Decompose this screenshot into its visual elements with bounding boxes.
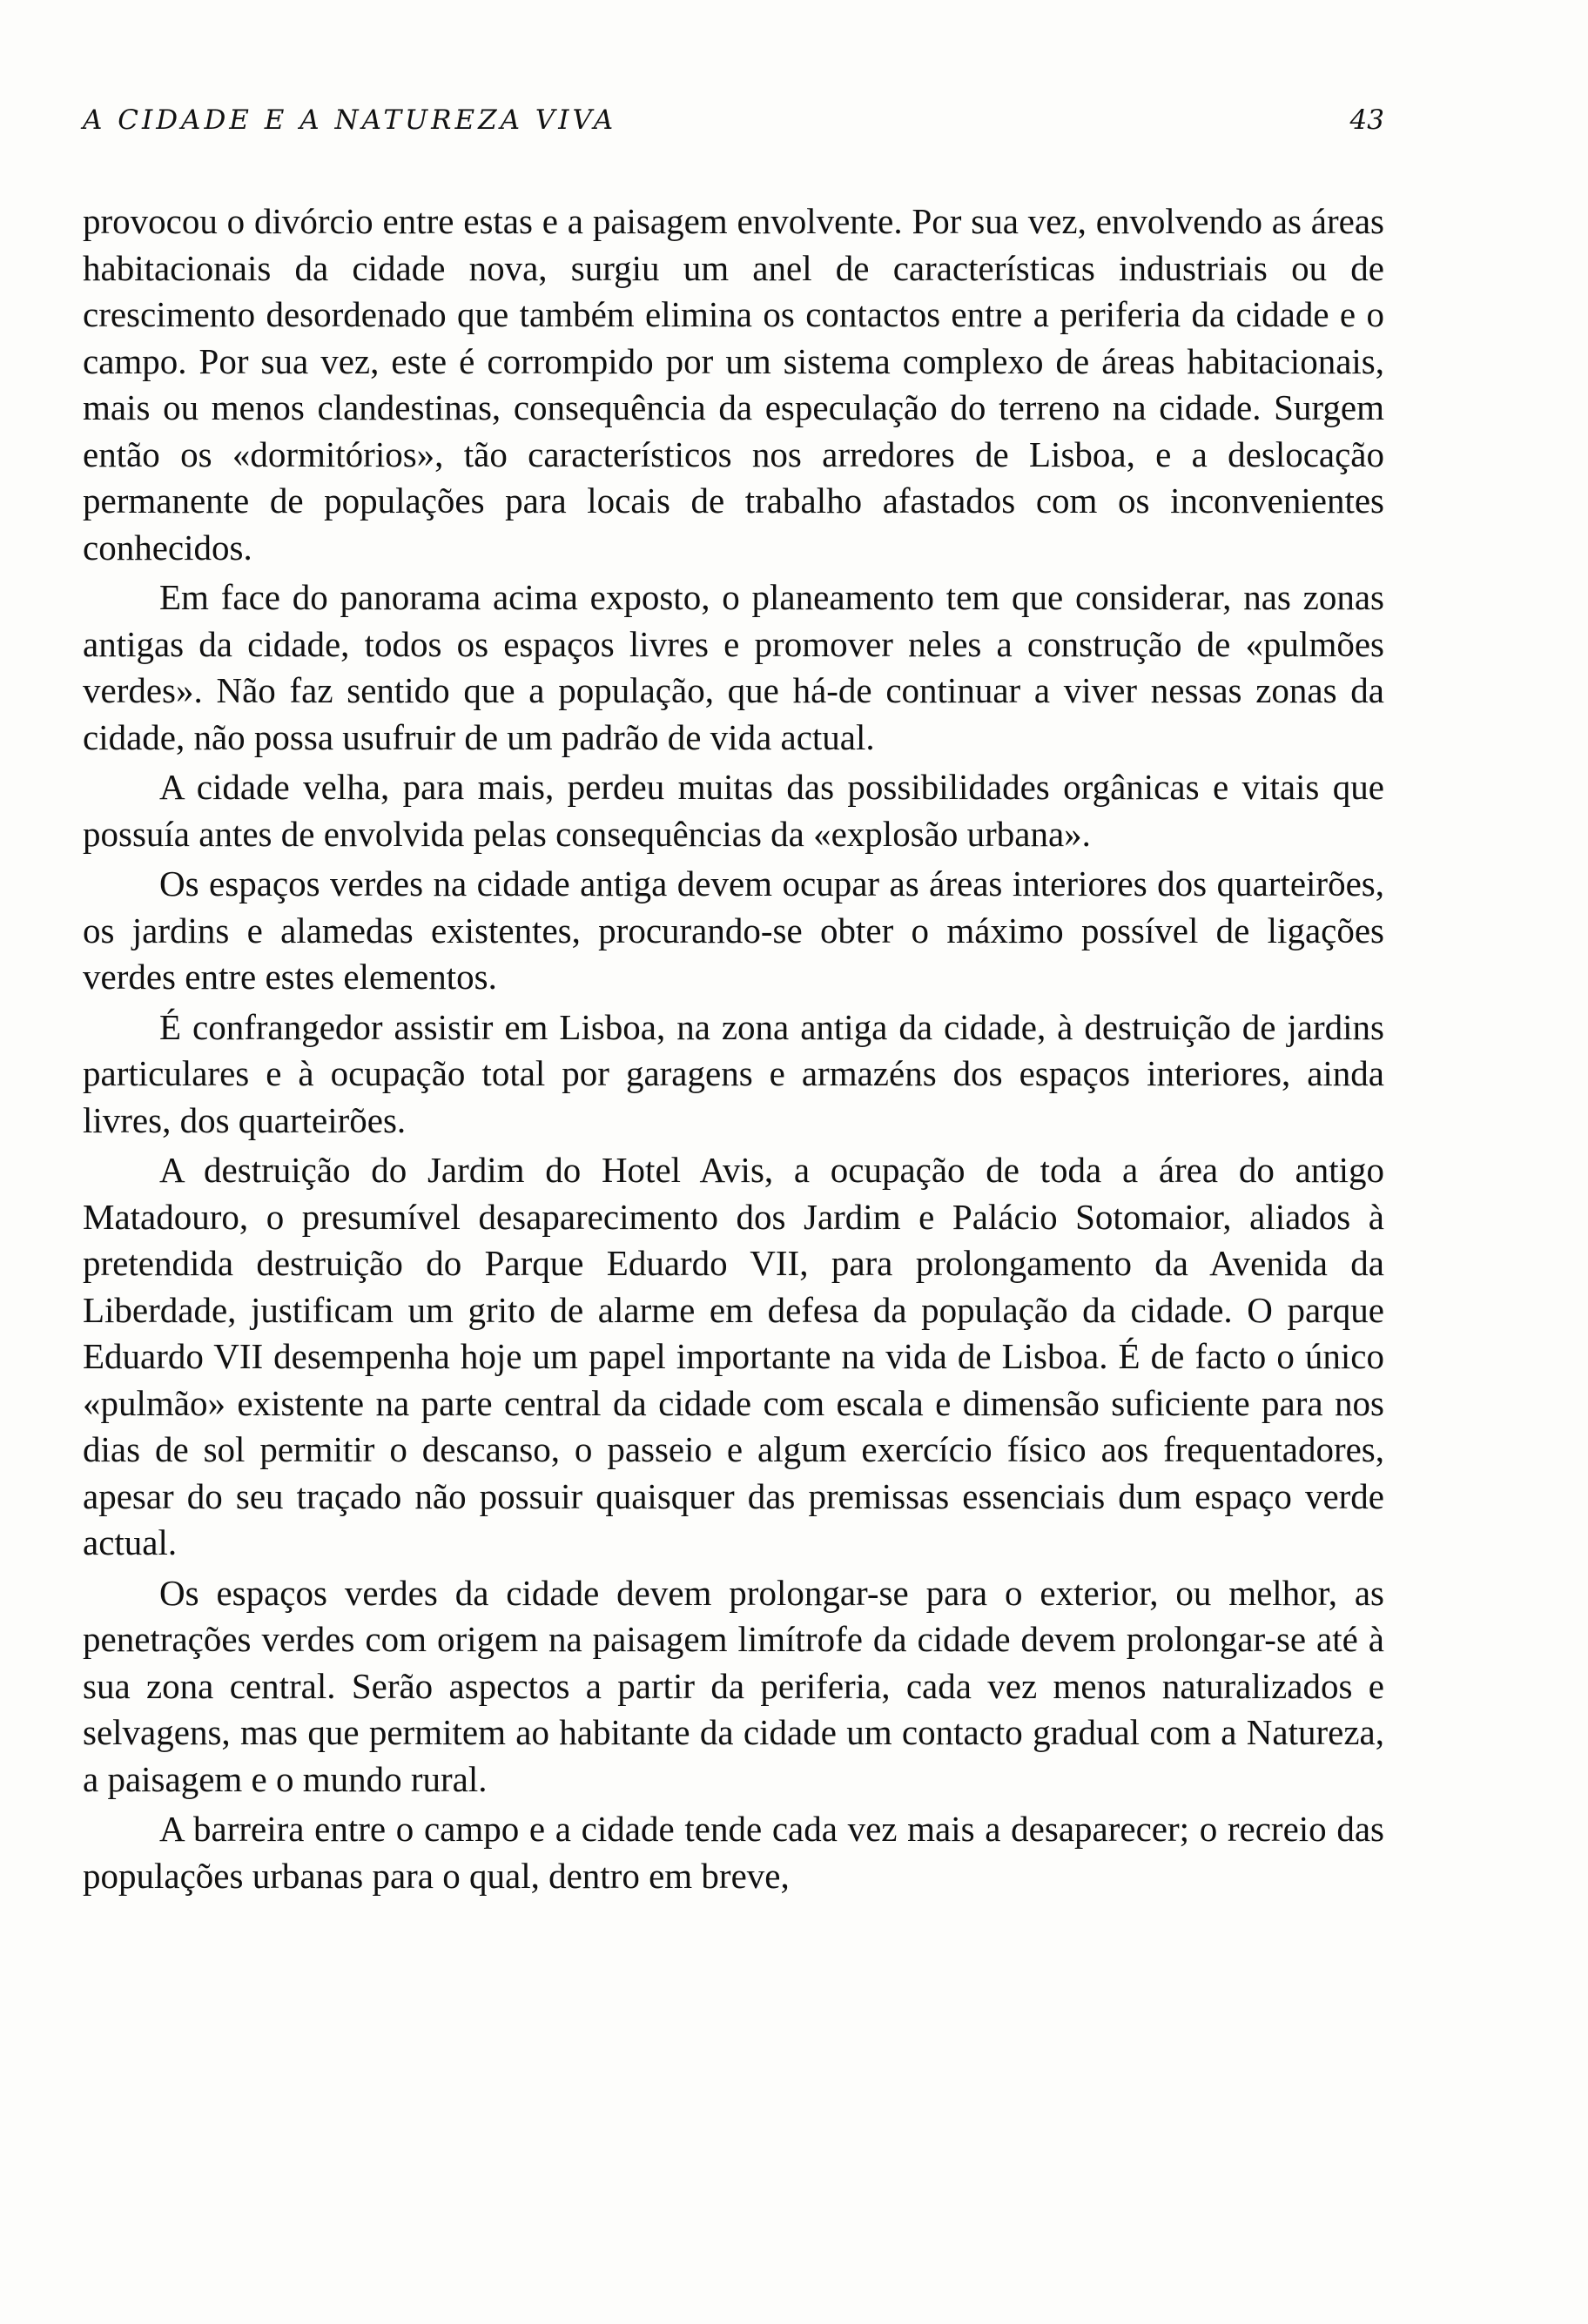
paragraph-3: A cidade velha, para mais, perdeu muitas das possibilidades orgânicas e vitais que possuía antes de envolvida pelas consequências da «explosão urbana». (83, 767, 1384, 854)
paragraph-2: Em face do panorama acima exposto, o planeamento tem que considerar, nas zonas antigas da cidade, todos os espaços livres e promover neles a construção de «pulmões verdes». Não faz sentido que a população, que há-de continuar a viver nessas zonas da cidade, não possa usufruir de um padrão de vida actual. (83, 577, 1384, 757)
page-number: 43 (1349, 104, 1384, 136)
paragraph-1: provocou o divórcio entre estas e a paisagem envolvente. Por sua vez, envolvendo as áreas habitacionais da cidade nova, surgiu um anel de características industriais ou de crescimento desordenado que também elimina os contactos entre a periferia da cidade e o campo. Por sua vez, este é corrompido por um sistema complexo de áreas habitacionais, mais ou menos clandestinas, consequência da especulação do terreno na cidade. Surgem então os «dormitórios», tão característicos nos arredores de Lisboa, e a deslocação permanente de populações para locais de trabalho afastados com os inconvenientes conhecidos. (83, 201, 1384, 568)
paragraph-5: É confrangedor assistir em Lisboa, na zona antiga da cidade, à destruição de jardins particulares e à ocupação total por garagens e armazéns dos espaços interiores, ainda livres, dos quarteirões. (83, 1006, 1384, 1140)
paragraph-6: A destruição do Jardim do Hotel Avis, a ocupação de toda a área do antigo Matadouro, o presumível desaparecimento dos Jardim e Palácio Sotomaior, aliados à pretendida destruição do Parque Eduardo VII, para prolongamento da Avenida da Liberdade, justificam um grito de alarme em defesa da população da cidade. O parque Eduardo VII desempenha hoje um papel importante na vida de Lisboa. É de facto o único «pulmão» existente na parte central da cidade com escala e dimensão suficiente para nos dias de sol permitir o descanso, o passeio e algum exercício físico aos frequentadores, apesar do seu traçado não possuir quaisquer das premissas essenciais dum espaço verde actual. (83, 1150, 1384, 1562)
paragraph-8: A barreira entre o campo e a cidade tende cada vez mais a desaparecer; o recreio das populações urbanas para o qual, dentro em breve, (83, 1809, 1384, 1896)
running-title: A CIDADE E A NATUREZA VIVA (83, 104, 617, 136)
paragraph-7: Os espaços verdes da cidade devem prolongar-se para o exterior, ou melhor, as penetrações verdes com origem na paisagem limítrofe da cidade devem prolongar-se até à sua zona central. Serão aspectos a partir da periferia, cada vez menos naturalizados e selvagens, mas que permitem ao habitante da cidade um contacto gradual com a Natureza, a paisagem e o mundo rural. (83, 1572, 1384, 1799)
running-head (83, 104, 1384, 148)
paragraph-4: Os espaços verdes na cidade antiga devem ocupar as áreas interiores dos quarteirões, os jardins e alamedas existentes, procurando-se obter o máximo possível de ligações verdes entre estes elementos. (83, 863, 1384, 997)
body-text (83, 198, 1384, 1903)
